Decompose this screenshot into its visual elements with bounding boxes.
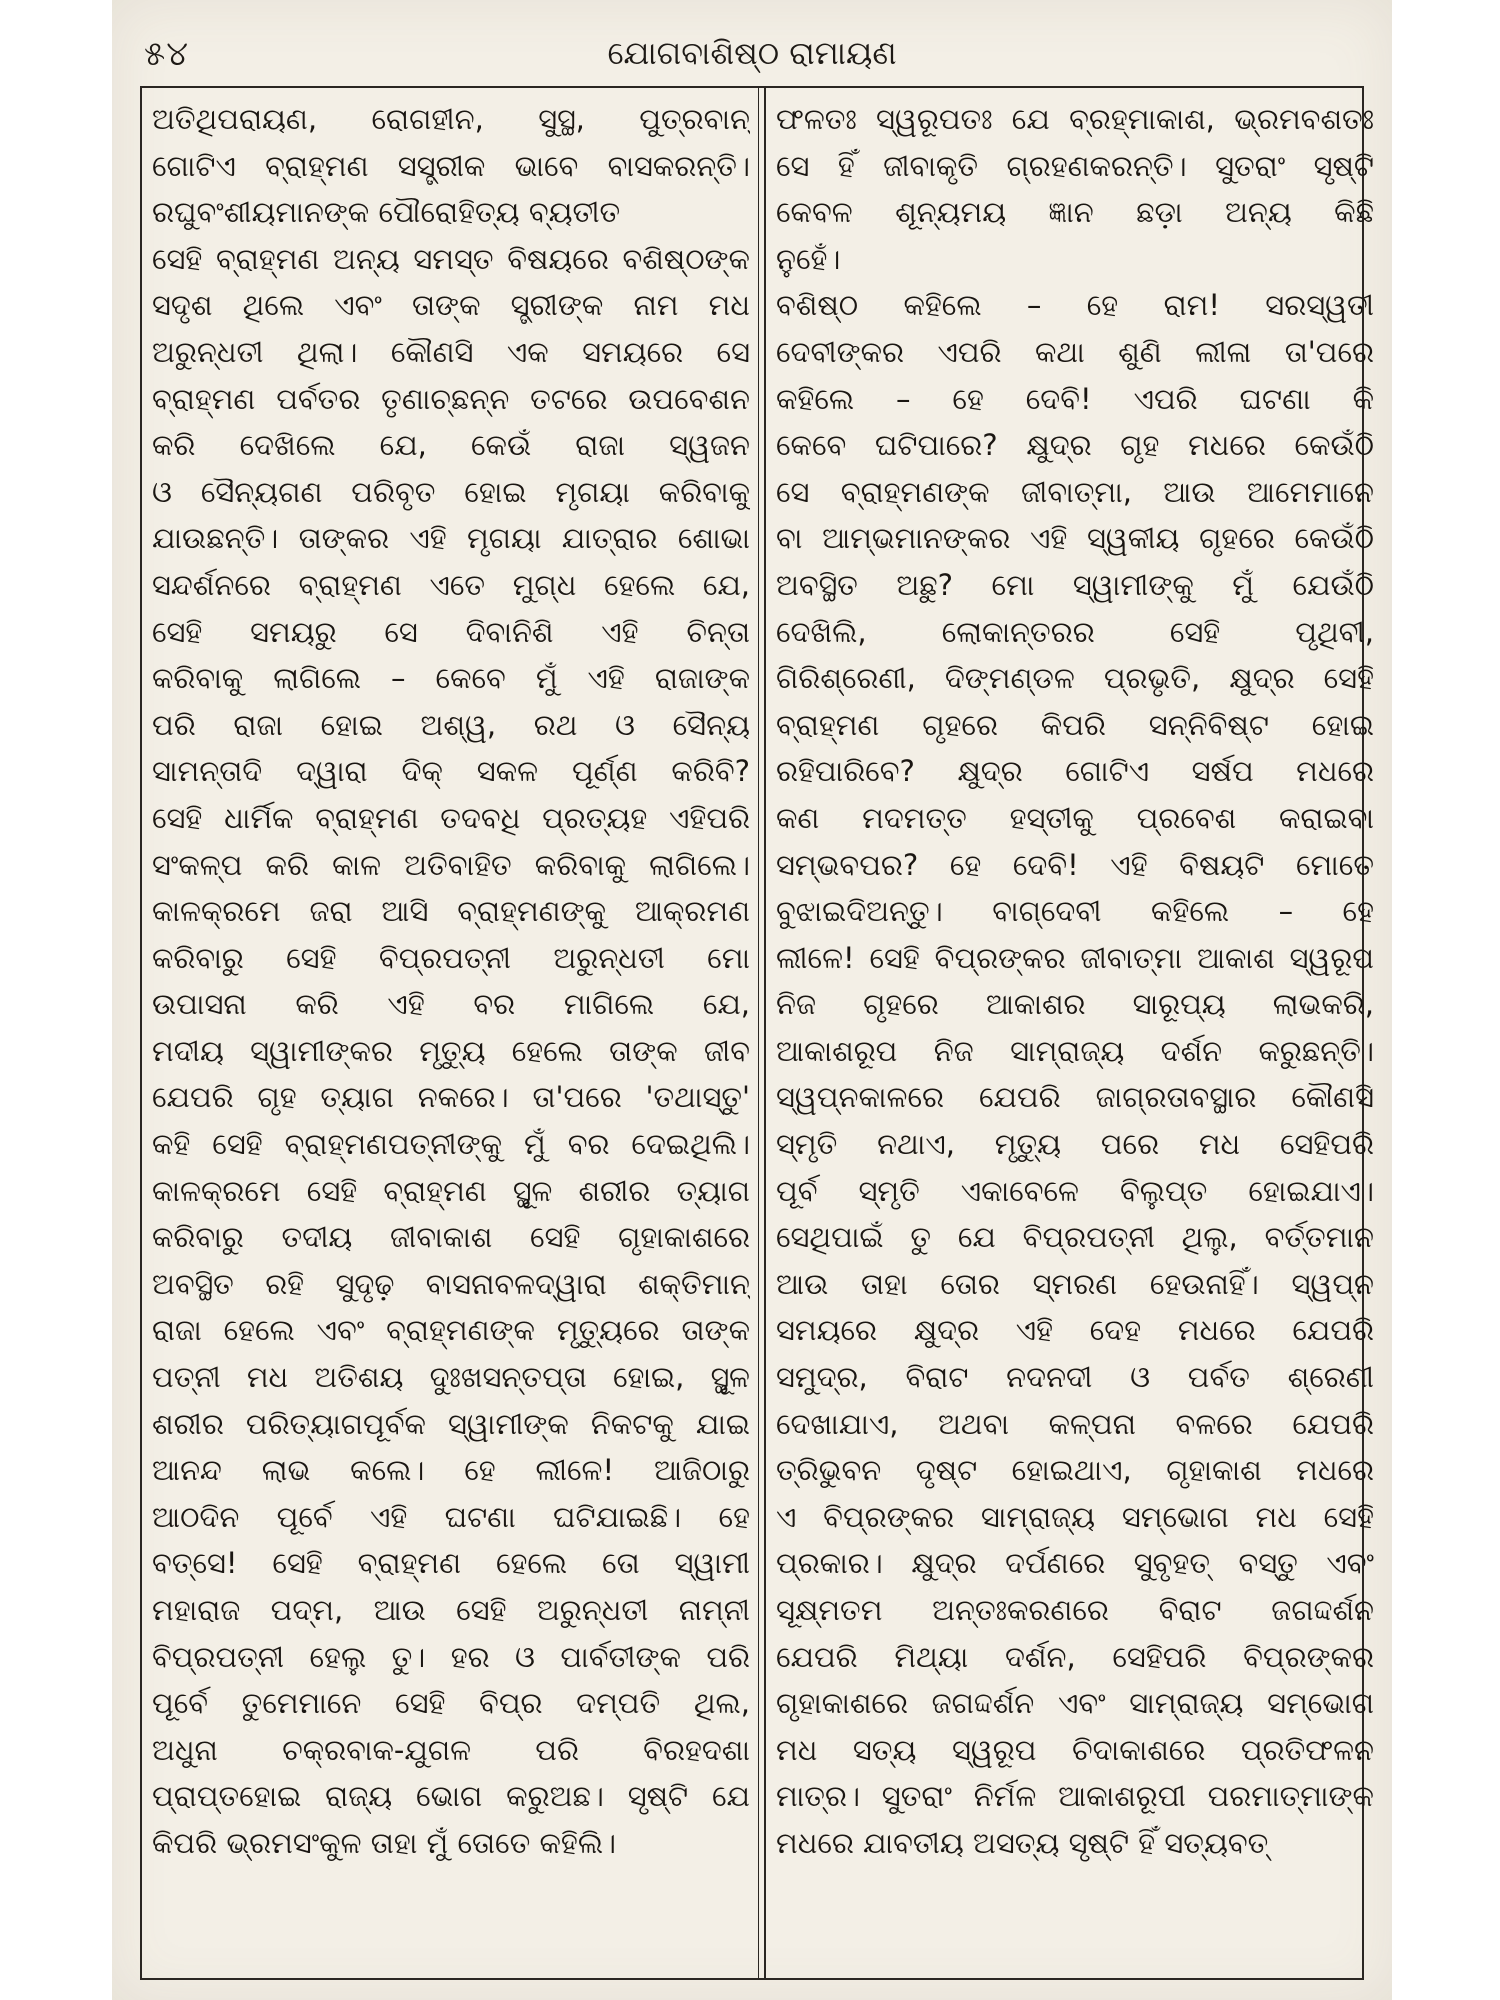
text-line: ମହାରାଜ ପଦ୍ମ, ଆଉ ସେହି ଅରୁନ୍ଧତୀ ନାମ୍ନୀ (152, 1593, 750, 1627)
text-line: ଏ ବିପ୍ରଙ୍କର ସାମ୍ରାଜ୍ୟ ସମ୍ଭୋଗ ମଧ ସେହି (776, 1499, 1374, 1534)
text-frame (140, 86, 1374, 1980)
text-line: ଅରୁନ୍ଧତୀ ଥିଲା। କୌଣସି ଏକ ସମୟରେ ସେ (152, 334, 750, 369)
text-line: ସେହି ସମୟରୁ ସେ ଦିବାନିଶି ଏହି ଚିନ୍ତା (152, 614, 750, 649)
text-line: ଉପାସନା କରି ଏହି ବର ମାଗିଲେ ଯେ, (152, 987, 750, 1022)
text-line: ସଂକଳ୍ପ କରି କାଳ ଅତିବାହିତ କରିବାକୁ ଲାଗିଲେ। (152, 847, 750, 882)
text-line: ରାଜା ହେଲେ ଏବଂ ବ୍ରାହ୍ମଣଙ୍କ ମୃତ୍ୟୁରେ ତାଙ୍କ (152, 1313, 750, 1348)
text-line: ଯେପରି ଗୃହ ତ୍ୟାଗ ନକରେ। ତା'ପରେ 'ତଥାସ୍ତୁ' (152, 1080, 750, 1115)
text-line: ଅତିଥିପରାୟଣ, ରୋଗହୀନ, ସୁସ୍ଥ, ପୁତ୍ରବାନ୍ (152, 102, 750, 136)
running-title: ଯୋଗବାଶିଷ୍ଠ ରାମାୟଣ (607, 34, 897, 72)
text-line: ଦେଖାଯାଏ, ଅଥବା କଳ୍ପନା ବଳରେ ଯେପରି (776, 1406, 1374, 1441)
text-line: ବ୍ରାହ୍ମଣ ପର୍ବତର ତୃଣାଚ୍ଛନ୍ନ ତଟରେ ଉପବେଶନ (152, 381, 750, 416)
text-line: ପ୍ରାପ୍ତହୋଇ ରାଜ୍ୟ ଭୋଗ କରୁଅଛ। ସୃଷ୍ଟି ଯେ (152, 1779, 750, 1814)
text-line: ଫଳତଃ ସ୍ୱରୂପତଃ ଯେ ବ୍ରହ୍ମାକାଶ, ଭ୍ରମବଶତଃ (776, 102, 1374, 136)
text-line: ଶରୀର ପରିତ୍ୟାଗପୂର୍ବକ ସ୍ୱାମୀଙ୍କ ନିକଟକୁ ଯାଇ (152, 1406, 750, 1441)
text-line: ପୂର୍ବେ ତୁମେମାନେ ସେହି ବିପ୍ର ଦମ୍ପତି ଥିଲ, (152, 1686, 750, 1721)
text-line: ବୁଝାଇଦିଅନ୍ତୁ। ବାଗ୍‌ଦେବୀ କହିଲେ – ହେ (776, 894, 1374, 929)
text-line: କାଳକ୍ରମେ ଜରା ଆସି ବ୍ରାହ୍ମଣଙ୍କୁ ଆକ୍ରମଣ (152, 894, 750, 929)
text-line: ଗୃହାକାଶରେ ଜଗଦ୍ଦର୍ଶନ ଏବଂ ସାମ୍ରାଜ୍ୟ ସମ୍ଭୋଗ (776, 1686, 1374, 1721)
column-divider-inner (764, 88, 766, 1978)
text-line: ସମୁଦ୍ର, ବିରାଟ ନଦନଦୀ ଓ ପର୍ବତ ଶ୍ରେଣୀ (776, 1360, 1374, 1395)
text-line: ଦେଖିଲି, ଲୋକାନ୍ତରର ସେହି ପୃଥିବୀ, (776, 614, 1374, 649)
text-line: ଆଠଦିନ ପୂର୍ବେ ଏହି ଘଟଣା ଘଟିଯାଇଛି। ହେ (152, 1499, 750, 1534)
text-line: ତ୍ରିଭୁବନ ଦୃଷ୍ଟ ହୋଇଥାଏ, ଗୃହାକାଶ ମଧରେ (776, 1453, 1374, 1488)
text-line: ବଶିଷ୍ଠ କହିଲେ – ହେ ରାମ! ସରସ୍ୱତୀ (776, 288, 1374, 323)
text-line: କରି ଦେଖିଲେ ଯେ, କେଉଁ ରାଜା ସ୍ୱଜନ (152, 428, 750, 463)
text-line: ମଧ ସତ୍ୟ ସ୍ୱରୂପ ଚିଦାକାଶରେ ପ୍ରତିଫଳନ (776, 1732, 1374, 1767)
text-line: ଲୀଳେ! ସେହି ବିପ୍ରଙ୍କର ଜୀବାତ୍ମା ଆକାଶ ସ୍ୱରୂପ (776, 940, 1374, 975)
text-line: କାଳକ୍ରମେ ସେହି ବ୍ରାହ୍ମଣ ସ୍ଥୂଳ ଶରୀର ତ୍ୟାଗ (152, 1173, 750, 1208)
text-line: କହି ସେହି ବ୍ରାହ୍ମଣପତ୍ନୀଙ୍କୁ ମୁଁ ବର ଦେଇଥିଲି। (152, 1127, 750, 1162)
text-line: ପ୍ରକାର। କ୍ଷୁଦ୍ର ଦର୍ପଣରେ ସୁବୃହତ୍ ବସ୍ତୁ ଏବଂ (776, 1546, 1374, 1581)
text-line: ସାମନ୍ତାଦି ଦ୍ୱାରା ଦିକ୍ ସକଳ ପୂର୍ଣ୍ଣ କରିବି? (152, 754, 750, 789)
text-line: ଅବସ୍ଥିତ ଅଛୁ? ମୋ ସ୍ୱାମୀଙ୍କୁ ମୁଁ ଯେଉଁଠି (776, 567, 1374, 602)
text-line: ସମୟରେ କ୍ଷୁଦ୍ର ଏହି ଦେହ ମଧରେ ଯେପରି (776, 1313, 1374, 1348)
right-column (776, 96, 1374, 1867)
text-line: ଯେପରି ମିଥ୍ୟା ଦର୍ଶନ, ସେହିପରି ବିପ୍ରଙ୍କର (776, 1639, 1374, 1674)
text-line: ସ୍ୱପ୍ନକାଳରେ ଯେପରି ଜାଗ୍ରତାବସ୍ଥାର କୌଣସି (776, 1080, 1374, 1115)
text-line: ସେହି ବ୍ରାହ୍ମଣ ଅନ୍ୟ ସମସ୍ତ ବିଷୟରେ ବଶିଷ୍ଠଙ୍କ (152, 241, 750, 276)
text-line: ମଧରେ ଯାବତୀୟ ଅସତ୍ୟ ସୃଷ୍ଟି ହିଁ ସତ୍ୟବତ୍ (776, 1825, 1269, 1860)
text-line: କେବେ ଘଟିପାରେ? କ୍ଷୁଦ୍ର ଗୃହ ମଧରେ କେଉଁଠି (776, 428, 1374, 463)
text-line: କହିଲେ – ହେ ଦେବି! ଏପରି ଘଟଣା କି (776, 381, 1374, 416)
page-number: ୫୪ (144, 34, 190, 74)
text-line: କଣ ମଦମତ୍ତ ହସ୍ତୀକୁ ପ୍ରବେଶ କରାଇବା (776, 800, 1374, 835)
text-line: ସଦୃଶ ଥିଲେ ଏବଂ ତାଙ୍କ ସ୍ତ୍ରୀଙ୍କ ନାମ ମଧ (152, 288, 750, 323)
text-line: ରହିପାରିବେ? କ୍ଷୁଦ୍ର ଗୋଟିଏ ସର୍ଷପ ମଧରେ (776, 754, 1374, 789)
text-line: ସମ୍ଭବପର? ହେ ଦେବି! ଏହି ବିଷୟଟି ମୋତେ (776, 847, 1374, 882)
text-line: ସେ ହିଁ ଜୀବାକୃତି ଗ୍ରହଣକରନ୍ତି। ସୁତରାଂ ସୃଷ୍ଟି (776, 148, 1374, 183)
text-line: ବ୍ରାହ୍ମଣ ଗୃହରେ କିପରି ସନ୍ନିବିଷ୍ଟ ହୋଇ (776, 707, 1374, 742)
column-divider (758, 88, 759, 1978)
text-line: ଓ ସୈନ୍ୟଗଣ ପରିବୃତ ହୋଇ ମୃଗୟା କରିବାକୁ (152, 474, 750, 509)
text-line: କେବଳ ଶୂନ୍ୟମୟ ଜ୍ଞାନ ଛଡ଼ା ଅନ୍ୟ କିଛି (776, 195, 1374, 230)
text-line: ନିଜ ଗୃହରେ ଆକାଶର ସାରୂପ୍ୟ ଲାଭକରି, (776, 987, 1374, 1022)
text-line: ବା ଆମ୍ଭମାନଙ୍କର ଏହି ସ୍ୱକୀୟ ଗୃହରେ କେଉଁଠି (776, 521, 1374, 556)
text-line: ସେଥିପାଇଁ ତୁ ଯେ ବିପ୍ରପତ୍ନୀ ଥିଲୁ, ବର୍ତ୍ତମାନ (776, 1220, 1374, 1255)
text-line: ଅବସ୍ଥିତ ରହି ସୁଦୃଢ଼ ବାସନାବଳଦ୍ୱାରା ଶକ୍ତିମାନ୍ (152, 1266, 750, 1301)
text-line: ସୂକ୍ଷ୍ମତମ ଅନ୍ତଃକରଣରେ ବିରାଟ ଜଗଦ୍ଦର୍ଶନ (776, 1593, 1374, 1627)
text-line: ଗୋଟିଏ ବ୍ରାହ୍ମଣ ସସ୍ତ୍ରୀକ ଭାବେ ବାସକରନ୍ତି। (152, 148, 750, 183)
text-line: ଦେବୀଙ୍କର ଏପରି କଥା ଶୁଣି ଲୀଳା ତା'ପରେ (776, 334, 1374, 369)
left-column (152, 96, 750, 1867)
text-line: ସ୍ମୃତି ନଥାଏ, ମୃତ୍ୟୁ ପରେ ମଧ ସେହିପରି (776, 1127, 1374, 1162)
text-line: ଆନନ୍ଦ ଲାଭ କଲେ। ହେ ଲୀଳେ! ଆଜିଠାରୁ (152, 1453, 750, 1488)
text-line: ଆକାଶରୂପ ନିଜ ସାମ୍ରାଜ୍ୟ ଦର୍ଶନ କରୁଛନ୍ତି। (776, 1033, 1374, 1068)
text-line: ବତ୍ସେ! ସେହି ବ୍ରାହ୍ମଣ ହେଲେ ତୋ ସ୍ୱାମୀ (152, 1546, 750, 1581)
text-line: କରିବାକୁ ଲାଗିଲେ – କେବେ ମୁଁ ଏହି ରାଜାଙ୍କ (152, 661, 750, 696)
text-line: ମାତ୍ର। ସୁତରାଂ ନିର୍ମଳ ଆକାଶରୂପୀ ପରମାତ୍ମାଙ୍କ (776, 1779, 1374, 1814)
text-line: ପୂର୍ବ ସ୍ମୃତି ଏକାବେଳେ ବିଲୁପ୍ତ ହୋଇଯାଏ। (776, 1173, 1374, 1208)
text-line: ନୁହେଁ। (776, 241, 841, 276)
text-line: ବିପ୍ରପତ୍ନୀ ହେଲୁ ତୁ। ହର ଓ ପାର୍ବତୀଙ୍କ ପରି (152, 1639, 750, 1674)
text-line: ଆଉ ତାହା ତୋର ସ୍ମରଣ ହେଉନାହିଁ। ସ୍ୱପ୍ନ (776, 1266, 1374, 1301)
text-line: ରଘୁବଂଶୀୟମାନଙ୍କ ପୌରୋହିତ୍ୟ ବ୍ୟତୀତ (152, 195, 621, 230)
text-line: ପରି ରାଜା ହୋଇ ଅଶ୍ୱ, ରଥ ଓ ସୈନ୍ୟ (152, 707, 750, 742)
text-line: ଯାଉଛନ୍ତି। ତାଙ୍କର ଏହି ମୃଗୟା ଯାତ୍ରାର ଶୋଭା (152, 521, 750, 556)
text-line: ଗିରିଶ୍ରେଣୀ, ଦିଙ୍ମଣ୍ଡଳ ପ୍ରଭୃତି, କ୍ଷୁଦ୍ର ସେହି (776, 661, 1374, 696)
text-line: କରିବାରୁ ସେହି ବିପ୍ରପତ୍ନୀ ଅରୁନ୍ଧତୀ ମୋ (152, 940, 750, 975)
text-line: ମଦୀୟ ସ୍ୱାମୀଙ୍କର ମୃତ୍ୟୁ ହେଲେ ତାଙ୍କ ଜୀବ (152, 1033, 750, 1068)
text-line: ସେହି ଧାର୍ମିକ ବ୍ରାହ୍ମଣ ତଦବଧି ପ୍ରତ୍ୟହ ଏହିପରି (152, 800, 750, 835)
page-header (112, 28, 1392, 84)
text-line: କରିବାରୁ ତଦୀୟ ଜୀବାକାଶ ସେହି ଗୃହାକାଶରେ (152, 1220, 750, 1255)
text-line: ସେ ବ୍ରାହ୍ମଣଙ୍କ ଜୀବାତ୍ମା, ଆଉ ଆମେମାନେ (776, 474, 1374, 509)
text-line: ପତ୍ନୀ ମଧ ଅତିଶୟ ଦୁଃଖସନ୍ତପ୍ତା ହୋଇ, ସ୍ଥୂଳ (152, 1360, 750, 1395)
text-line: କିପରି ଭ୍ରମସଂକୁଳ ତାହା ମୁଁ ତୋତେ କହିଲି। (152, 1825, 617, 1860)
text-line: ସନ୍ଦର୍ଶନରେ ବ୍ରାହ୍ମଣ ଏତେ ମୁଗ୍ଧ ହେଲେ ଯେ, (152, 567, 750, 602)
text-line: ଅଧୁନା ଚକ୍ରବାକ-ଯୁଗଳ ପରି ବିରହଦଶା (152, 1732, 750, 1767)
